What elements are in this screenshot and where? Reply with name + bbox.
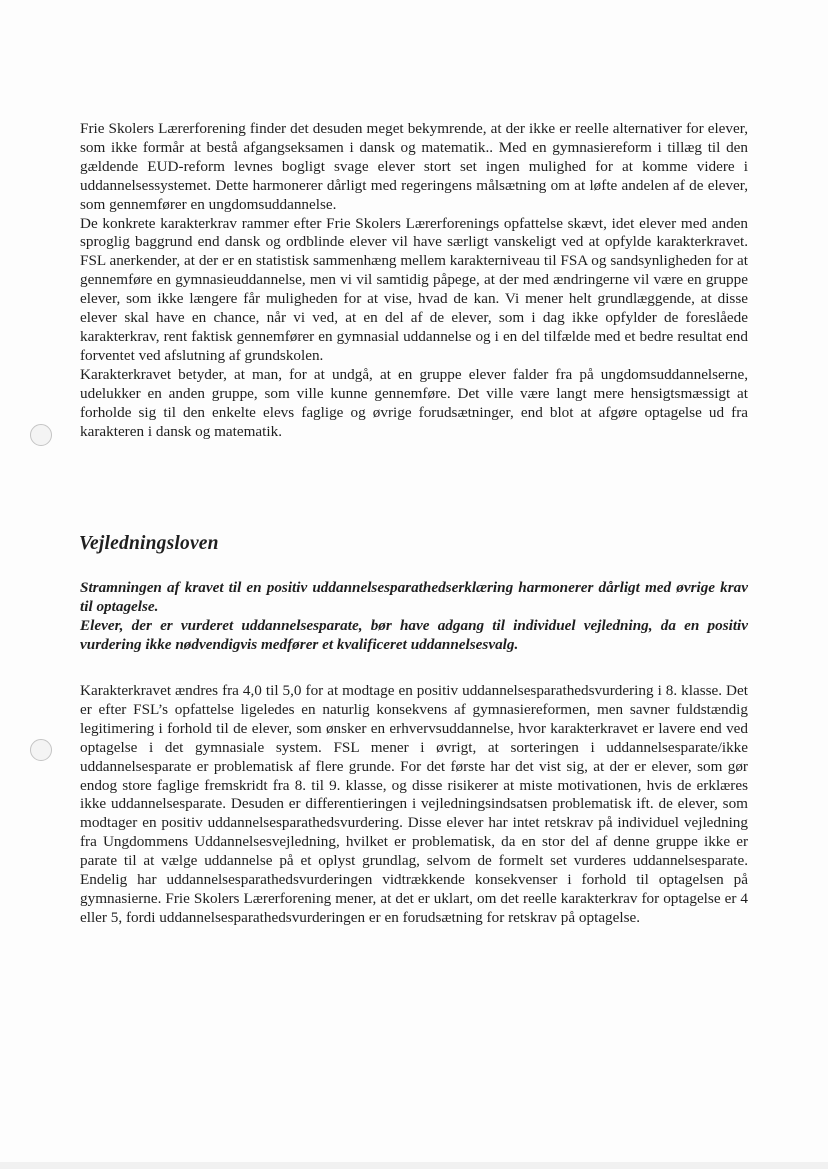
binder-hole-icon <box>30 424 52 446</box>
subheading: Stramningen af kravet til en positiv uddannelsesparathedserklæring harmonerer dårligt med øvrige krav til optagelse. <box>80 579 748 615</box>
body-text-section-1 <box>80 120 748 441</box>
paragraph: Karakterkravet ændres fra 4,0 til 5,0 for at modtage en positiv uddannelsesparathedsvurdering i 8. klasse. Det er efter FSL’s opfattelse ligeledes en naturlig konsekvens af gymnasiereformen, men savner fuldstændig legitimering i forhold til de elever, som ønsker en erhvervsuddannelse, hvor karakterkravet er lavere end ved optagelse i det gymnasiale system. FSL mener i øvrigt, at sorteringen i uddannelsesparate/ikke uddannelsesparate er problematisk af flere grunde. For det første har det vist sig, at der er elever, som gør endog store faglige fremskridt fra 8. til 9. klasse, og disse risikerer at miste motivationen, hvis de erklæres ikke uddannelsesparate. Desuden er differentieringen i vejledningsindsatsen problematisk ift. de elever, som modtager en positiv uddannelsesparathedsvurdering. Disse elever har intet retskrav på individuel vejledning fra Ungdommens Uddannelsesvejledning, hvilket er problematisk, da en stor del af denne gruppe ikke er parate til at vælge uddannelse på et oplyst grundlag, selvom de formelt set vurderes uddannelsesparate. Endelig har uddannelsesparathedsvurderingen vidtrækkende konsekvenser i forhold til optagelsen på gymnasierne. Frie Skolers Lærerforening mener, at det er uklart, om det reelle karakterkrav for optagelse er 4 eller 5, fordi uddannelsesparathedsvurderingen er en forudsætning for retskrav på optagelse. <box>80 682 748 926</box>
paragraph: De konkrete karakterkrav rammer efter Frie Skolers Lærerforenings opfattelse skævt, idet elever med anden sproglig baggrund end dansk og ordblinde elever vil have særligt vanskeligt ved at opfylde karakterkravet. FSL anerkender, at der er en statistisk sammenhæng mellem karakterniveau til FSA og sandsynligheden for at gennemføre en gymnasieuddannelse, men vi vil samtidig påpege, at der med ændringerne vil være en gruppe elever, som ikke længere får muligheden for at vise, hvad de kan. Vi mener helt grundlæggende, at disse elever skal have en chance, når vi ved, at en del af de elever, som i dag ikke opfylder de foreslåede karakterkrav, rent faktisk gennemfører en gymnasial uddannelse og i en del tilfælde med et bedre resultat end forventet ved afslutning af grundskolen. <box>80 214 748 364</box>
paragraph: Frie Skolers Lærerforening finder det desuden meget bekymrende, at der ikke er reelle alternativer for elever, som ikke formår at bestå afgangseksamen i dansk og matematik.. Med en gymnasiereform i tillæg til den gældende EUD-reform levnes bogligt svage elever stort set ingen mulighed for at komme videre i uddannelsessystemet. Dette harmonerer dårligt med regeringens målsætning om at løfte andelen af de elever, som gennemfører en ungdomsuddannelse. <box>80 120 748 213</box>
page-bottom-edge <box>0 1162 828 1169</box>
body-text-section-2 <box>80 682 748 928</box>
section-heading: Vejledningsloven <box>79 533 219 554</box>
binder-hole-icon <box>30 739 52 761</box>
paragraph: Karakterkravet betyder, at man, for at undgå, at en gruppe elever falder fra på ungdomsuddannelserne, udelukker en anden gruppe, som ville kunne gennemføre. Det ville være langt mere hensigtsmæssigt at forholde sig til den enkelte elevs faglige og øvrige forudsætninger, end blot at afgøre optagelse ud fra karakteren i dansk og matematik. <box>80 365 748 440</box>
subheading: Elever, der er vurderet uddannelsesparate, bør have adgang til individuel vejledning, da en positiv vurdering ikke nødvendigvis medfører et kvalificeret uddannelsesvalg. <box>80 616 748 653</box>
section-subheadings <box>80 579 748 655</box>
